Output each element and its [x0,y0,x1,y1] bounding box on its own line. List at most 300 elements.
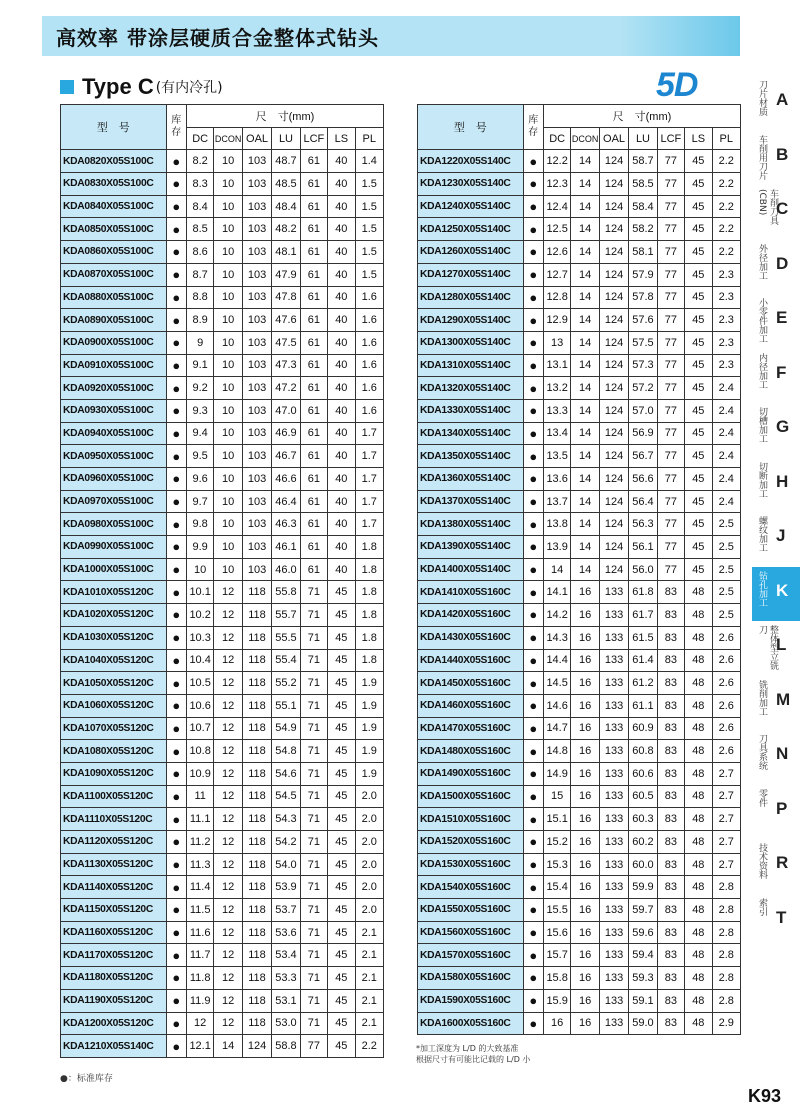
stock-dot-icon: ● [523,331,543,354]
table-row [418,150,741,173]
dim-cell-lu: 59.7 [629,899,657,922]
dim-cell-dcon: 14 [571,263,599,286]
dim-cell-dcon: 14 [571,354,599,377]
dim-cell-ls: 48 [685,921,712,944]
table-row [61,354,384,377]
table-row [61,536,384,559]
side-index-d[interactable] [752,240,800,295]
stock-dot-icon: ● [523,717,543,740]
dim-cell-lcf: 71 [300,967,327,990]
side-index-g[interactable] [752,403,800,458]
dim-cell-dc: 11.9 [186,989,213,1012]
dim-cell-dc: 10.9 [186,762,213,785]
side-index-f[interactable] [752,349,800,404]
dim-cell-lcf: 61 [300,558,327,581]
dim-cell-lu: 53.9 [272,876,300,899]
dim-cell-pl: 2.6 [712,672,740,695]
dim-cell-ls: 48 [685,694,712,717]
dim-cell-dc: 15.7 [543,944,570,967]
stock-dot-icon: ● [523,604,543,627]
table-row [418,626,741,649]
dim-cell-pl: 2.9 [712,1012,740,1035]
dim-cell-lcf: 77 [300,1035,327,1058]
table-row [418,762,741,785]
side-index-label: 铣削加工 [757,679,767,716]
dim-cell-dc: 14.3 [543,626,570,649]
dim-cell-ls: 48 [685,899,712,922]
dim-cell-dcon: 14 [571,399,599,422]
dim-cell-ls: 40 [328,286,355,309]
dim-cell-ls: 40 [328,513,355,536]
dim-cell-lcf: 61 [300,422,327,445]
dim-cell-oal: 118 [242,626,271,649]
dim-cell-ls: 40 [328,354,355,377]
dim-cell-lcf: 83 [657,831,684,854]
side-index-code: C [776,199,789,218]
dim-cell-lcf: 71 [300,944,327,967]
dim-cell-lcf: 83 [657,944,684,967]
dim-cell-pl: 2.8 [712,876,740,899]
stock-dot-icon: ● [166,241,186,264]
dim-cell-oal: 103 [242,218,271,241]
dim-cell-lu: 59.4 [629,944,657,967]
model-cell: KDA1330X05S140C [418,399,524,422]
dim-cell-pl: 1.7 [355,490,383,513]
dim-cell-dc: 10.7 [186,717,213,740]
dim-cell-ls: 48 [685,740,712,763]
dim-cell-dc: 12.5 [543,218,570,241]
dim-cell-ls: 40 [328,377,355,400]
dim-cell-ls: 40 [328,536,355,559]
dim-cell-lcf: 71 [300,831,327,854]
dim-cell-lcf: 83 [657,672,684,695]
type-marker-icon [60,80,74,94]
col-header-dimensions: 尺 寸(mm) [186,105,383,128]
dim-cell-lu: 48.2 [272,218,300,241]
stock-dot-icon: ● [166,785,186,808]
side-index-label: 内径加工 [757,352,767,389]
dim-cell-dc: 9.3 [186,399,213,422]
dim-cell-lu: 54.9 [272,717,300,740]
model-cell: KDA1220X05S140C [418,150,524,173]
dim-cell-dc: 13 [543,331,570,354]
dim-cell-oal: 118 [242,604,271,627]
stock-dot-icon: ● [523,649,543,672]
dim-cell-oal: 124 [599,377,628,400]
dim-cell-ls: 45 [328,604,355,627]
stock-dot-icon: ● [166,626,186,649]
dim-cell-oal: 133 [599,967,628,990]
dim-cell-ls: 45 [328,1035,355,1058]
dim-cell-ls: 45 [328,989,355,1012]
stock-dot-icon: ● [166,445,186,468]
stock-dot-icon: ● [523,626,543,649]
dim-cell-dc: 9.5 [186,445,213,468]
model-cell: KDA1040X05S120C [61,649,167,672]
dim-cell-pl: 1.7 [355,422,383,445]
dim-cell-pl: 2.3 [712,286,740,309]
dim-cell-ls: 45 [328,853,355,876]
dim-cell-dc: 15.8 [543,967,570,990]
dim-cell-pl: 1.6 [355,286,383,309]
dim-cell-ls: 45 [685,513,712,536]
model-cell: KDA1060X05S120C [61,694,167,717]
stock-dot-icon: ● [166,921,186,944]
side-index-n[interactable] [752,730,800,785]
table-row [61,808,384,831]
dim-cell-ls: 45 [328,831,355,854]
stock-dot-icon: ● [166,513,186,536]
dim-cell-oal: 124 [599,309,628,332]
dim-cell-pl: 1.9 [355,694,383,717]
table-row [61,581,384,604]
dim-cell-lcf: 71 [300,1012,327,1035]
dim-cell-lu: 58.7 [629,150,657,173]
stock-dot-icon: ● [166,354,186,377]
dim-cell-pl: 2.7 [712,853,740,876]
dim-cell-pl: 2.2 [712,195,740,218]
dim-cell-pl: 1.8 [355,649,383,672]
dim-cell-pl: 2.0 [355,808,383,831]
ld-badge: 5D [656,66,698,104]
side-index-j[interactable] [752,512,800,567]
stock-dot-icon: ● [166,762,186,785]
model-cell: KDA1140X05S120C [61,876,167,899]
table-row [61,445,384,468]
dim-cell-dc: 9.9 [186,536,213,559]
dim-cell-pl: 1.5 [355,241,383,264]
dim-cell-ls: 40 [328,490,355,513]
dim-cell-dcon: 12 [214,921,242,944]
side-index-label: 车削用刀片 [757,134,767,180]
dim-cell-lu: 61.5 [629,626,657,649]
table-row [418,195,741,218]
dim-cell-pl: 2.6 [712,626,740,649]
dim-cell-ls: 48 [685,1012,712,1035]
stock-dot-icon: ● [523,536,543,559]
dim-cell-oal: 133 [599,762,628,785]
dim-cell-oal: 124 [599,513,628,536]
table-row [61,1012,384,1035]
dim-cell-lcf: 83 [657,717,684,740]
side-index-code: J [776,526,786,545]
side-index-m[interactable] [752,676,800,731]
table-row [418,808,741,831]
dim-cell-dcon: 12 [214,944,242,967]
dim-cell-ls: 45 [685,241,712,264]
table-row [418,445,741,468]
dim-cell-lcf: 71 [300,717,327,740]
dim-cell-pl: 1.4 [355,150,383,173]
dim-cell-oal: 118 [242,808,271,831]
dim-cell-dc: 9.4 [186,422,213,445]
dim-cell-dc: 13.4 [543,422,570,445]
dim-cell-dc: 14 [543,558,570,581]
stock-dot-icon: ● [166,1035,186,1058]
dim-cell-oal: 103 [242,309,271,332]
dim-cell-dc: 11.1 [186,808,213,831]
dim-cell-lu: 53.7 [272,899,300,922]
side-index-code: P [776,798,788,818]
stock-dot-icon: ● [166,558,186,581]
stock-dot-icon: ● [523,195,543,218]
model-cell: KDA1050X05S120C [61,672,167,695]
dim-cell-dc: 10.8 [186,740,213,763]
side-index-p[interactable] [752,785,800,840]
dim-cell-pl: 2.1 [355,1012,383,1035]
table-row [61,241,384,264]
stock-dot-icon: ● [166,740,186,763]
dim-cell-pl: 1.5 [355,195,383,218]
dim-cell-dc: 10.6 [186,694,213,717]
dim-cell-pl: 2.5 [712,604,740,627]
stock-dot-icon: ● [166,694,186,717]
dim-cell-ls: 48 [685,626,712,649]
model-cell: KDA1020X05S120C [61,604,167,627]
dim-cell-lu: 53.6 [272,921,300,944]
dim-cell-oal: 118 [242,672,271,695]
dim-cell-pl: 2.5 [712,581,740,604]
dim-cell-lu: 46.6 [272,468,300,491]
dim-cell-oal: 133 [599,581,628,604]
dim-cell-lu: 47.9 [272,263,300,286]
dim-cell-ls: 40 [328,399,355,422]
table-row [61,831,384,854]
dim-cell-ls: 48 [685,808,712,831]
table-row [61,672,384,695]
table-row [61,876,384,899]
dim-cell-lu: 56.1 [629,536,657,559]
dim-cell-lu: 61.1 [629,694,657,717]
dim-cell-ls: 45 [328,967,355,990]
stock-dot-icon: ● [523,218,543,241]
dim-cell-dc: 15 [543,785,570,808]
col-header-oal: OAL [599,127,628,150]
dim-cell-ls: 40 [328,195,355,218]
dim-cell-dcon: 10 [214,309,242,332]
dim-cell-oal: 103 [242,422,271,445]
side-index-l[interactable] [752,621,800,676]
table-row [418,513,741,536]
dim-cell-dcon: 10 [214,150,242,173]
table-row [418,558,741,581]
table-row [61,899,384,922]
dim-cell-oal: 118 [242,876,271,899]
stock-dot-icon: ● [523,899,543,922]
dim-cell-oal: 118 [242,989,271,1012]
dim-cell-pl: 2.8 [712,921,740,944]
dim-cell-dcon: 10 [214,399,242,422]
dim-cell-dc: 12 [186,1012,213,1035]
dim-cell-ls: 45 [328,649,355,672]
stock-dot-icon: ● [523,150,543,173]
dim-cell-oal: 103 [242,490,271,513]
dim-cell-dc: 14.9 [543,762,570,785]
dim-cell-dc: 11 [186,785,213,808]
dim-cell-dc: 13.1 [543,354,570,377]
dim-cell-ls: 45 [685,195,712,218]
dim-cell-dc: 15.4 [543,876,570,899]
side-index-a[interactable] [752,76,800,131]
dim-cell-oal: 133 [599,717,628,740]
dim-cell-ls: 45 [328,762,355,785]
dim-cell-lcf: 61 [300,286,327,309]
dim-cell-dc: 13.3 [543,399,570,422]
table-row [418,173,741,196]
stock-dot-icon: ● [523,263,543,286]
dim-cell-oal: 133 [599,831,628,854]
model-cell: KDA0830X05S100C [61,173,167,196]
dim-cell-lcf: 77 [657,263,684,286]
model-cell: KDA0890X05S100C [61,309,167,332]
dim-cell-ls: 45 [685,468,712,491]
side-index-b[interactable] [752,131,800,186]
table-row [418,899,741,922]
dim-cell-lu: 60.3 [629,808,657,831]
dim-cell-dcon: 12 [214,967,242,990]
model-cell: KDA1520X05S160C [418,831,524,854]
dim-cell-lcf: 83 [657,785,684,808]
dim-cell-dc: 11.6 [186,921,213,944]
dim-cell-oal: 124 [599,218,628,241]
side-index-label: 刀具系统 [757,734,767,770]
dim-cell-pl: 1.6 [355,331,383,354]
table-row [418,672,741,695]
model-cell: KDA0930X05S100C [61,399,167,422]
dim-cell-lcf: 61 [300,377,327,400]
model-cell: KDA0960X05S100C [61,468,167,491]
dim-cell-dc: 9.2 [186,377,213,400]
dim-cell-lu: 47.0 [272,399,300,422]
col-header-lu: LU [272,127,300,150]
dim-cell-lu: 46.7 [272,445,300,468]
side-index-code: E [776,308,788,327]
dim-cell-oal: 103 [242,263,271,286]
dim-cell-lu: 47.2 [272,377,300,400]
stock-dot-icon: ● [166,309,186,332]
dim-cell-lu: 54.6 [272,762,300,785]
dim-cell-dc: 15.9 [543,989,570,1012]
stock-dot-icon: ● [166,218,186,241]
spec-table-left [60,104,384,1058]
dim-cell-ls: 40 [328,263,355,286]
stock-dot-icon: ● [523,785,543,808]
model-cell: KDA1450X05S160C [418,672,524,695]
stock-dot-icon: ● [166,173,186,196]
dim-cell-lcf: 71 [300,672,327,695]
dim-cell-dc: 13.9 [543,536,570,559]
table-row [418,581,741,604]
model-cell: KDA1070X05S120C [61,717,167,740]
dim-cell-pl: 2.7 [712,785,740,808]
model-cell: KDA0990X05S100C [61,536,167,559]
col-header-lu: LU [629,127,657,150]
side-index-k[interactable] [752,567,800,622]
dim-cell-dcon: 16 [571,649,599,672]
table-row [61,218,384,241]
table-row [418,853,741,876]
table-row [61,286,384,309]
model-cell: KDA1230X05S140C [418,173,524,196]
dim-cell-lcf: 71 [300,581,327,604]
side-index-h[interactable] [752,458,800,513]
dim-cell-pl: 1.6 [355,309,383,332]
dim-cell-dc: 12.7 [543,263,570,286]
dim-cell-pl: 1.8 [355,581,383,604]
dim-cell-lcf: 71 [300,626,327,649]
dim-cell-oal: 133 [599,853,628,876]
dim-cell-lcf: 83 [657,876,684,899]
stock-dot-icon: ● [523,513,543,536]
stock-dot-icon: ● [166,286,186,309]
model-cell: KDA1130X05S120C [61,853,167,876]
table-row [418,468,741,491]
dim-cell-lu: 57.0 [629,399,657,422]
dim-cell-ls: 40 [328,150,355,173]
side-index-t[interactable] [752,894,800,949]
table-row [418,536,741,559]
table-row [61,717,384,740]
dim-cell-ls: 45 [685,377,712,400]
dim-cell-pl: 2.7 [712,762,740,785]
dim-cell-dcon: 14 [571,490,599,513]
stock-dot-icon: ● [166,377,186,400]
model-cell: KDA1270X05S140C [418,263,524,286]
side-index-r[interactable] [752,839,800,894]
side-index-e[interactable] [752,294,800,349]
dim-cell-pl: 1.5 [355,263,383,286]
stock-dot-icon: ● [523,1012,543,1035]
model-cell: KDA1240X05S140C [418,195,524,218]
dim-cell-ls: 40 [328,218,355,241]
dim-cell-ls: 48 [685,989,712,1012]
dim-cell-dcon: 12 [214,762,242,785]
model-cell: KDA1170X05S120C [61,944,167,967]
dim-cell-dc: 9 [186,331,213,354]
dim-cell-pl: 2.1 [355,967,383,990]
dim-cell-pl: 1.8 [355,536,383,559]
side-index-c[interactable] [752,185,800,240]
dim-cell-dc: 12.9 [543,309,570,332]
dim-cell-lu: 53.4 [272,944,300,967]
stock-dot-icon: ● [523,740,543,763]
stock-dot-icon: ● [523,581,543,604]
dim-cell-dcon: 14 [571,445,599,468]
dim-cell-lcf: 83 [657,694,684,717]
dim-cell-lu: 59.1 [629,989,657,1012]
table-row [418,649,741,672]
footnote-line: 根据尺寸有可能比记载的 L/D 小 [416,1055,531,1064]
dim-cell-lu: 55.1 [272,694,300,717]
table-row [61,649,384,672]
dim-cell-ls: 45 [328,740,355,763]
dim-cell-dcon: 10 [214,468,242,491]
model-cell: KDA1280X05S140C [418,286,524,309]
model-cell: KDA1310X05S140C [418,354,524,377]
model-cell: KDA1500X05S160C [418,785,524,808]
dim-cell-dcon: 14 [571,309,599,332]
dim-cell-lcf: 77 [657,309,684,332]
stock-dot-icon: ● [166,399,186,422]
dim-cell-lcf: 83 [657,808,684,831]
table-row [61,263,384,286]
stock-dot-icon: ● [523,831,543,854]
dim-cell-lcf: 83 [657,626,684,649]
side-index-label: 切断加工 [757,461,767,498]
dim-cell-pl: 1.6 [355,354,383,377]
table-row [418,490,741,513]
dim-cell-dc: 14.4 [543,649,570,672]
